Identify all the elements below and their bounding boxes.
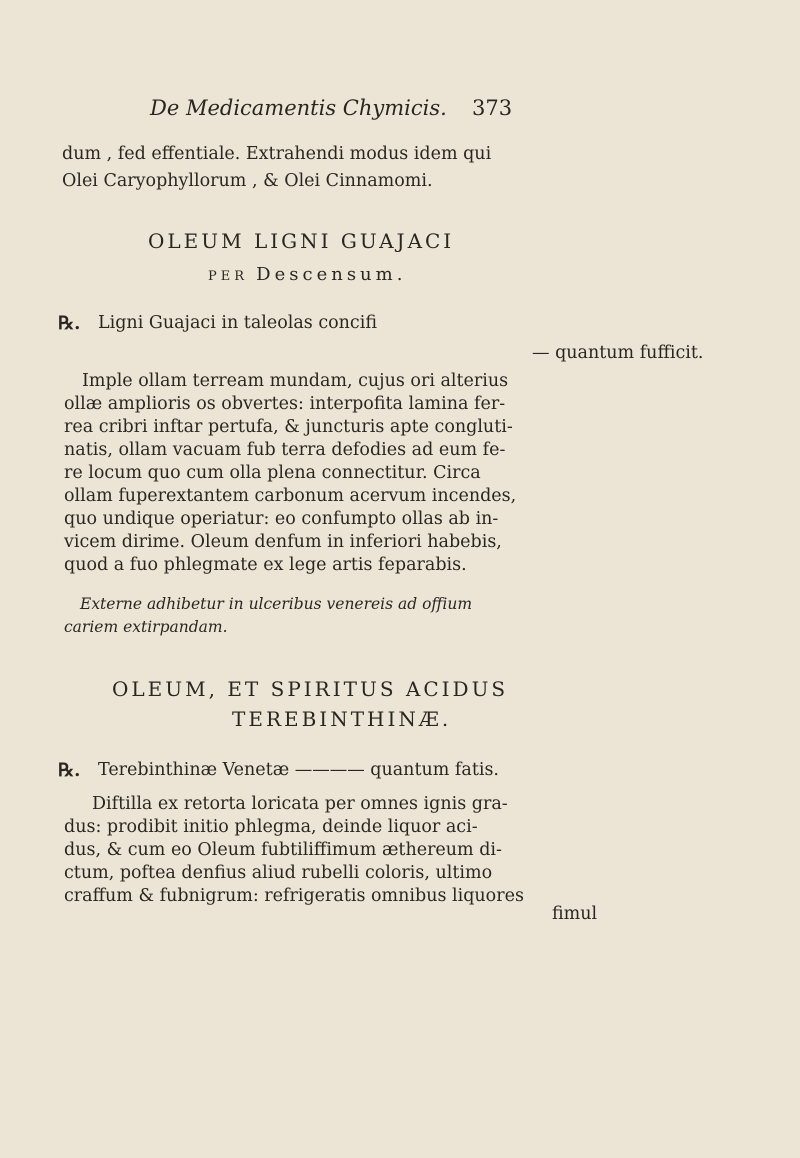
body-line: natis, ollam vacuam fub terra defodies ad eum fe- xyxy=(64,440,506,460)
body-line: quod a fuo phlegmate ex lege artis feparabis. xyxy=(64,555,467,575)
page-number: 373 xyxy=(472,96,513,120)
body-line: ctum, poftea denfius aliud rubelli coloris, ultimo xyxy=(64,863,493,883)
section-heading-oleum-guajaci: OLEUM LIGNI GUAJACI xyxy=(148,229,455,253)
body-line: vicem dirime. Oleum denfum in inferiori habebis, xyxy=(64,532,502,552)
body-line: Diftilla ex retorta loricata per omnes ignis gra- xyxy=(92,794,508,814)
recipe-quantity: — quantum fufficit. xyxy=(532,343,704,363)
running-title: De Medicamentis Chymicis. xyxy=(150,96,447,120)
subheading-per: PER xyxy=(208,269,249,284)
usage-line: cariem extirpandam. xyxy=(64,618,228,636)
intro-line: Olei Caryophyllorum , & Olei Cinnamomi. xyxy=(62,171,433,191)
recipe-ingredient: Terebinthinæ Venetæ ———— quantum fatis. xyxy=(98,760,499,780)
body-line: dus, & cum eo Oleum fubtiliffimum æthereum di- xyxy=(64,840,502,860)
body-line: rea cribri inftar pertufa, & juncturis apte congluti- xyxy=(64,417,513,437)
body-line: ollam fuperextantem carbonum acervum incendes, xyxy=(64,486,517,506)
intro-line: dum , fed effentiale. Extrahendi modus idem qui xyxy=(62,144,492,164)
body-line: dus: prodibit initio phlegma, deinde liquor aci- xyxy=(64,817,478,837)
body-line: Imple ollam terream mundam, cujus ori alterius xyxy=(82,371,509,391)
section-subheading-descensum xyxy=(208,264,406,285)
recipe-ingredient: Ligni Guajaci in taleolas concifi xyxy=(98,313,377,333)
usage-line: Externe adhibetur in ulceribus venereis ad offium xyxy=(80,595,473,613)
recipe-symbol: ℞. xyxy=(58,760,81,781)
section-heading-oleum-spiritus: OLEUM, ET SPIRITUS ACIDUS xyxy=(112,677,509,701)
subheading-descensum: Descensum. xyxy=(256,264,407,285)
body-line: ollæ amplioris os obvertes: interpofita lamina fer- xyxy=(64,394,506,414)
catchword: fimul xyxy=(552,904,598,924)
body-line: quo undique operiatur: eo confumpto ollas ab in- xyxy=(64,509,499,529)
body-line: re locum quo cum olla plena connectitur. Circa xyxy=(64,463,481,483)
recipe-symbol: ℞. xyxy=(58,313,81,334)
section-heading-terebinthinae: TEREBINTHINÆ. xyxy=(232,707,452,731)
body-line: craffum & fubnigrum: refrigeratis omnibus liquores xyxy=(64,886,524,906)
